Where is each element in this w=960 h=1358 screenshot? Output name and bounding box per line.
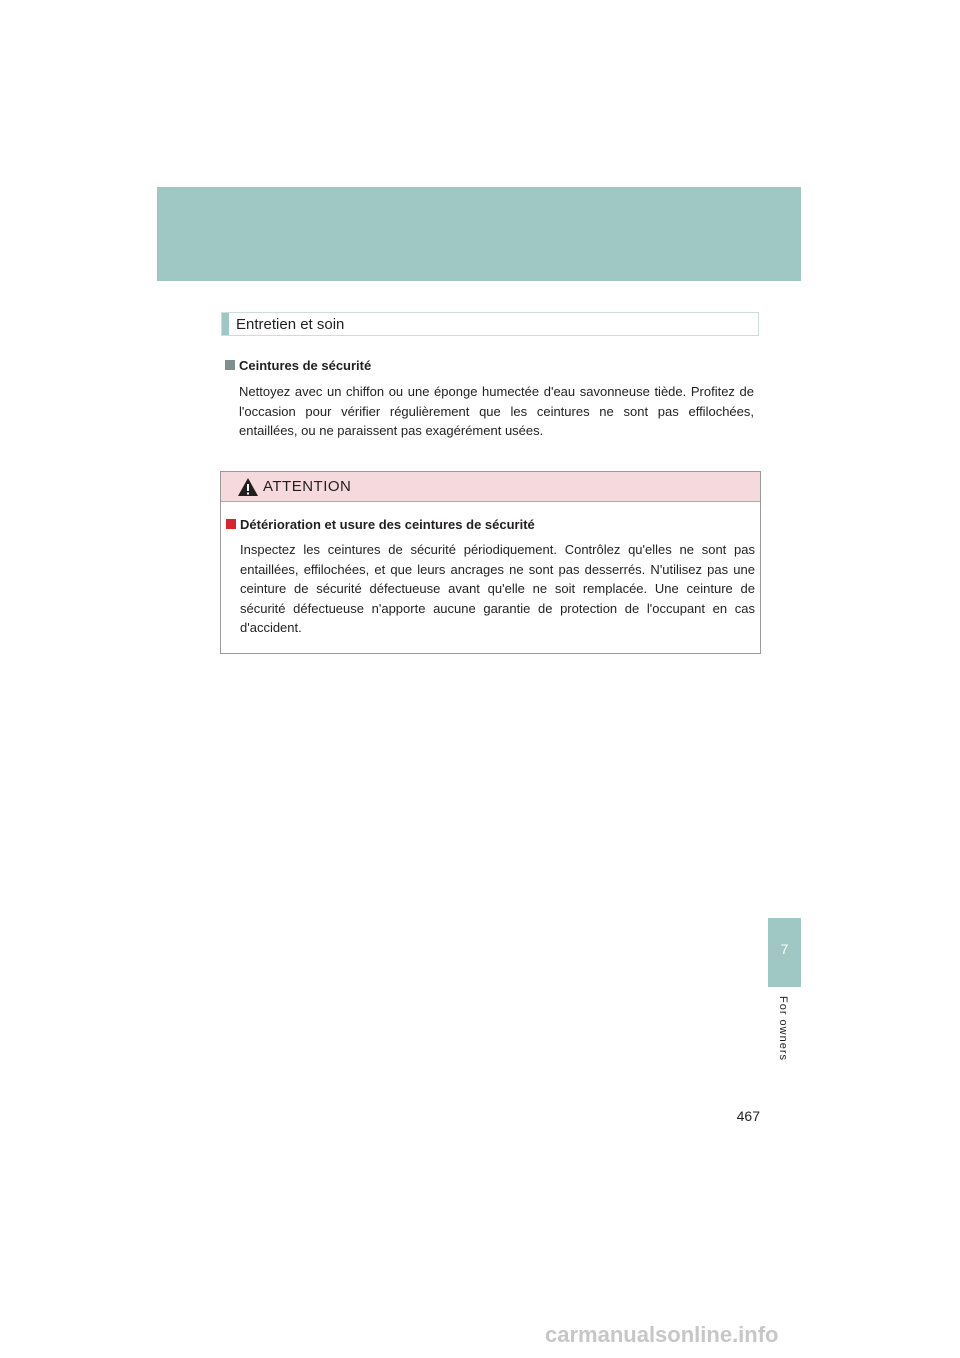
chapter-side-label [777,996,791,1068]
square-bullet-icon [226,519,236,529]
watermark: carmanualsonline.info [545,1322,779,1347]
warning-triangle-icon [237,477,259,497]
warning-body: Inspectez les ceintures de sécurité périodiquement. Contrôlez qu'elles ne sont pas entaillées, effilochées, et que leurs ancrages ne sont pas desserrés. N'utilisez pas une ceinture de sécurité défectueuse avant qu'elle ne soit remplacée. Une ceinture de sécurité défectueuse n'apporte aucune garantie de protection de l'occupant en cas d'accident. [240,542,755,636]
header-band [157,187,801,281]
square-bullet-icon [225,360,235,370]
subsection-heading [225,357,371,374]
section-heading [221,312,759,336]
subsection-title: Ceintures de sécurité [239,358,372,373]
chapter-label: For owners [777,996,789,1062]
page-number: 467 [736,1108,760,1124]
subsection-body: Nettoyez avec un chiffon ou une éponge humectée d'eau savonneuse tiède. Profitez de l'occasion pour vérifier régulièrement que les ceintures ne sont pas effilochées, entaillées, ou ne paraissent pas exagérément usées. [239,384,754,438]
warning-label: ATTENTION [263,478,352,495]
section-heading-accent-bar [222,313,229,335]
warning-heading-text: Détérioration et usure des ceintures de sécurité [240,517,535,532]
chapter-tab [768,918,801,987]
warning-header [221,472,760,502]
warning-heading [226,516,535,533]
warning-box [220,471,761,654]
section-title: Entretien et soin [236,316,345,333]
chapter-number: 7 [780,941,789,957]
